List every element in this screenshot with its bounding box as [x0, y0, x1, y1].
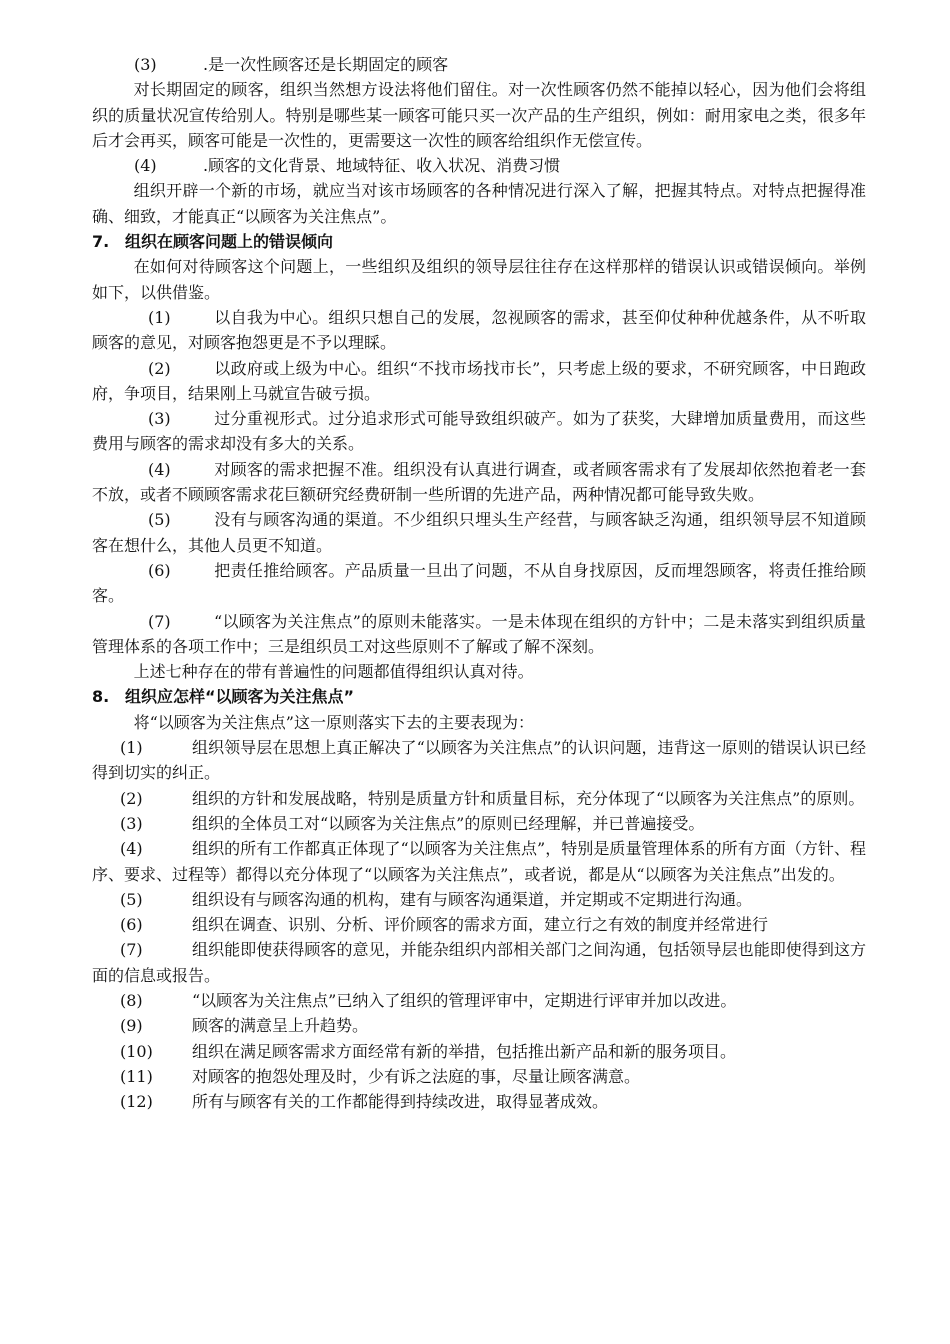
item-number: (3) [134, 55, 157, 74]
list-item [92, 305, 866, 356]
section-7-heading [92, 229, 866, 254]
list-item [92, 836, 866, 887]
item-number: (3) [120, 813, 143, 833]
s7-intro: 在如何对待顾客这个问题上，一些组织及组织的领导层往往存在这样那样的错误认识或错误倾向。举例如下，以供借鉴。 [92, 257, 866, 302]
list-item [92, 735, 866, 786]
item-text: 没有与顾客沟通的渠道。不少组织只埋头生产经营，与顾客缺乏沟通，组织领导层不知道顾客在想什么，其他人员更不知道。 [92, 510, 866, 555]
item-text: 所有与顾客有关的工作都能得到持续改进，取得显著成效。 [192, 1092, 609, 1112]
item-text: 组织在调查、识别、分析、评价顾客的需求方面，建立行之有效的制度并经常进行 [192, 915, 769, 935]
list-item [92, 457, 866, 508]
s7-list [92, 305, 866, 659]
list-item [92, 937, 866, 988]
list-item [92, 912, 866, 937]
heading-number: 8. [92, 687, 110, 707]
item-text: 把责任推给顾客。产品质量一旦出了问题，不从自身找原因，反而埋怨顾客，将责任推给顾客。 [92, 560, 866, 606]
item-number: (7) [148, 611, 171, 631]
item-text: “以顾客为关注焦点”的原则未能落实。一是未体现在组织的方针中；二是未落实到组织质量管理体系的各项工作中；三是组织员工对这些原则不了解或了解不深刻。 [92, 611, 866, 656]
list-item [92, 1064, 866, 1089]
item-text: 组织的所有工作都真正体现了“以顾客为关注焦点”，特别是质量管理体系的所有方面（方针、程序、要求、过程等）都得以充分体现了“以顾客为关注焦点”，或者说，都是从“以顾客为关注焦点”出发的。 [92, 839, 866, 884]
item-text: 组织的方针和发展战略，特别是质量方针和质量目标，充分体现了“以顾客为关注焦点”的原则。 [192, 788, 865, 808]
item-text: 对顾客的抱怨处理及时，少有诉之法庭的事，尽量让顾客满意。 [192, 1066, 641, 1086]
item-number: (1) [148, 307, 171, 327]
item-text: 组织领导层在思想上真正解决了“以顾客为关注焦点”的认识问题，违背这一原则的错误认识已经得到切实的纠正。 [92, 738, 866, 783]
item-number: (8) [120, 990, 143, 1010]
s7-outro: 上述七种存在的带有普遍性的问题都值得组织认真对待。 [133, 662, 534, 682]
list-item [92, 558, 866, 609]
list-item [92, 887, 866, 912]
item-number: (1) [120, 738, 143, 758]
s6-item-4 [92, 153, 866, 178]
item-number: (2) [148, 358, 171, 378]
list-item [92, 811, 866, 836]
item-number: (12) [120, 1092, 153, 1112]
item-number: (10) [120, 1041, 153, 1061]
list-item [92, 1039, 866, 1064]
item-text: 过分重视形式。过分追求形式可能导致组织破产。如为了获奖，大肆增加质量费用，而这些费用与顾客的需求却没有多大的关系。 [92, 409, 866, 454]
heading-number: 7. [92, 232, 110, 252]
list-item [92, 406, 866, 457]
item-number: (11) [120, 1066, 153, 1086]
item-text: “以顾客为关注焦点”已纳入了组织的管理评审中，定期进行评审并加以改进。 [192, 990, 737, 1010]
item-number: (3) [148, 409, 171, 429]
item-number: (7) [120, 940, 143, 960]
item-number: (6) [148, 560, 171, 580]
s8-list [92, 735, 866, 1114]
item-text: 顾客的满意呈上升趋势。 [192, 1016, 369, 1036]
item-number: (4) [120, 839, 143, 859]
heading-title: 组织在顾客问题上的错误倾向 [125, 232, 334, 252]
item-text: 组织设有与顾客沟通的机构，建有与顾客沟通渠道，并定期或不定期进行沟通。 [192, 889, 753, 909]
list-item [92, 1089, 866, 1114]
item-text: 组织能即使获得顾客的意见，并能杂组织内部相关部门之间沟通，包括领导层也能即使得到这方面的信息或报告。 [92, 940, 866, 985]
s6-paragraph-2: 组织开辟一个新的市场，就应当对该市场顾客的各种情况进行深入了解，把握其特点。对特点把握得准确、细致，才能真正“以顾客为关注焦点”。 [92, 181, 866, 226]
item-text: 以自我为中心。组织只想自己的发展，忽视顾客的需求，甚至仰仗种种优越条件，从不听取顾客的意见，对顾客抱怨更是不予以理睬。 [92, 307, 866, 353]
item-number: (2) [120, 788, 143, 808]
item-text: 对顾客的需求把握不准。组织没有认真进行调查，或者顾客需求有了发展却依然抱着老一套不放，或者不顾顾客需求花巨额研究经费研制一些所谓的先进产品，两种情况都可能导致失败。 [92, 459, 866, 505]
list-item [92, 507, 866, 558]
section-8-heading [92, 684, 866, 709]
list-item [92, 609, 866, 660]
item-text: .顾客的文化背景、地域特征、收入状况、消费习惯 [203, 156, 561, 176]
list-item [92, 356, 866, 407]
s6-item-3 [92, 52, 866, 77]
heading-title: 组织应怎样“以顾客为关注焦点” [125, 687, 355, 707]
item-number: (4) [148, 459, 171, 479]
item-number: (6) [120, 915, 143, 935]
item-text: 以政府或上级为中心。组织“不找市场找市长”，只考虑上级的要求，不研究顾客，中日跑政府，争项目，结果刚上马就宣告破亏损。 [92, 358, 866, 403]
item-number: (5) [148, 510, 171, 530]
list-item [92, 988, 866, 1013]
item-number: (9) [120, 1016, 143, 1036]
s8-intro: 将“以顾客为关注焦点”这一原则落实下去的主要表现为： [133, 712, 534, 732]
item-number: (4) [134, 156, 157, 176]
item-number: (5) [120, 889, 143, 909]
item-text: 组织在满足顾客需求方面经常有新的举措，包括推出新产品和新的服务项目。 [192, 1041, 737, 1061]
list-item [92, 1013, 866, 1038]
item-text: 组织的全体员工对“以顾客为关注焦点”的原则已经理解，并已普遍接受。 [192, 813, 705, 833]
list-item [92, 786, 866, 811]
item-text: .是一次性顾客还是长期固定的顾客 [203, 55, 449, 74]
s6-paragraph-1: 对长期固定的顾客，组织当然想方设法将他们留住。对一次性顾客仍然不能掉以轻心，因为他们会将组织的质量状况宣传给别人。特别是哪些某一顾客可能只买一次产品的生产组织，例如：耐用家电之类，很多年后才会再买，顾客可能是一次性的，更需要这一次性的顾客给组织作无偿宣传。 [92, 80, 866, 150]
